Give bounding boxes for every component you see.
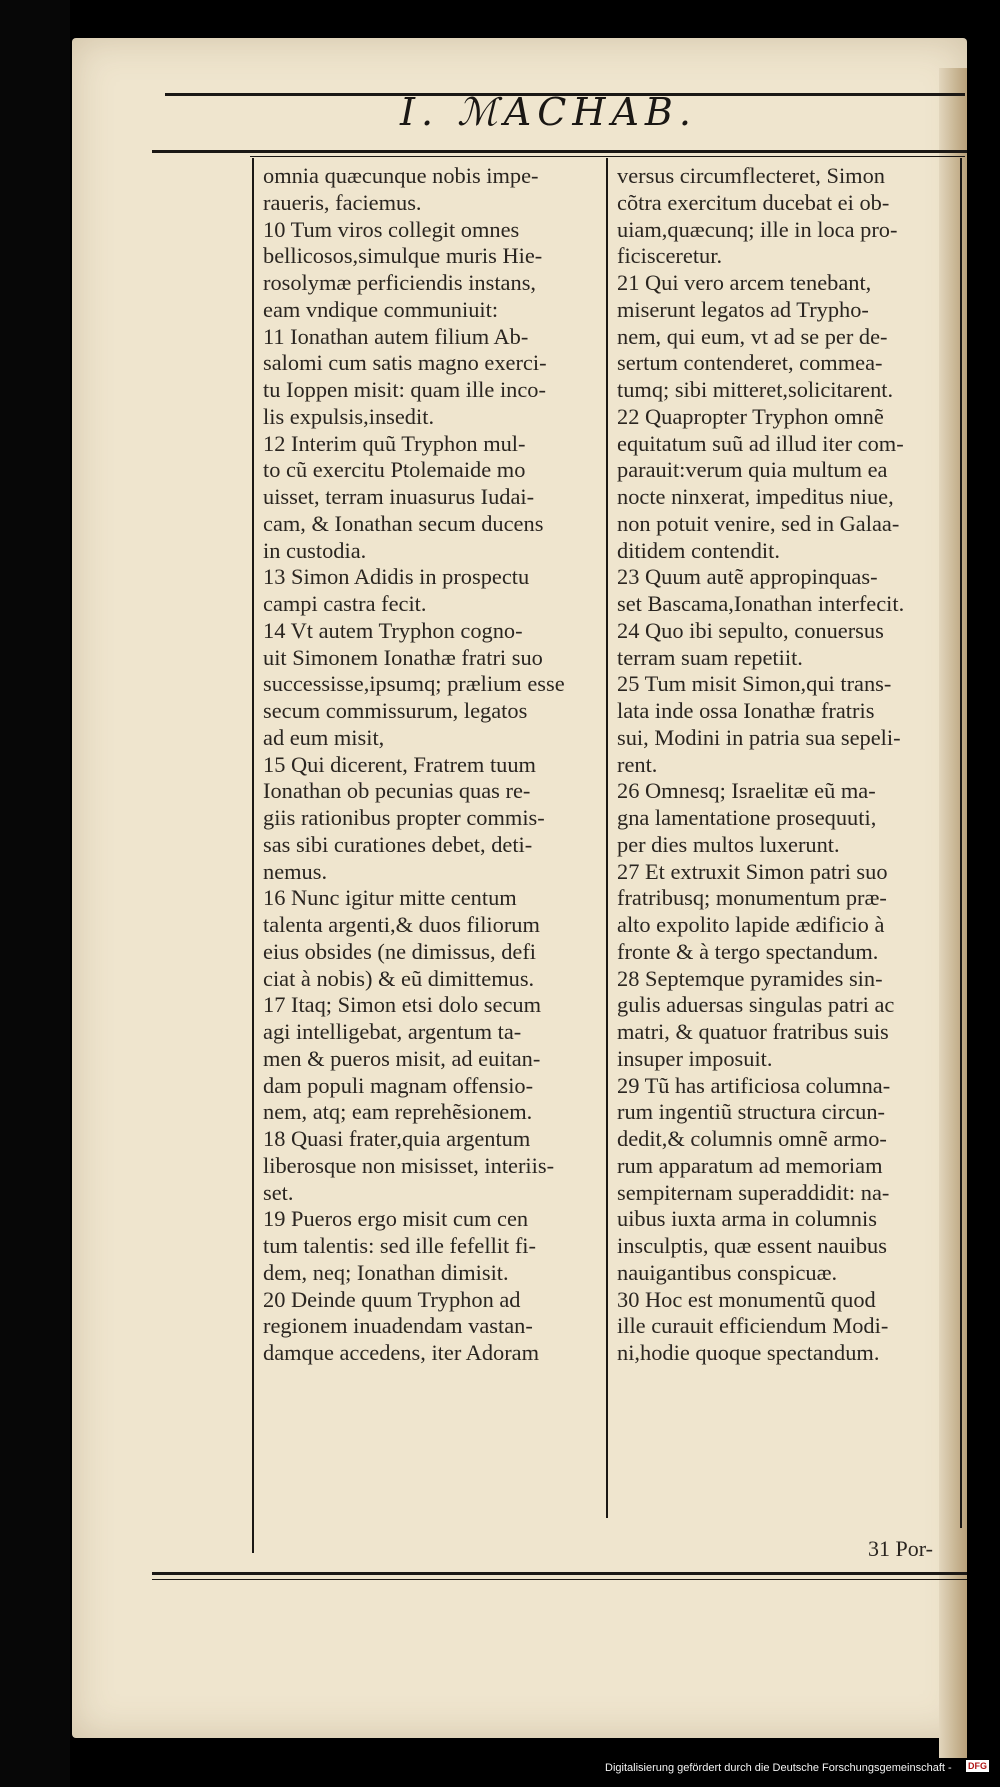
- text-line: to cũ exercitu Ptolemaide mo: [263, 457, 526, 483]
- text-line: raueris, faciemus.: [263, 189, 422, 215]
- text-line: 23 Quum autẽ appropinquas-: [617, 564, 878, 590]
- bottom-rule-outer: [152, 1572, 967, 1575]
- text-line: omnia quæcunque nobis impe-: [263, 163, 539, 188]
- digitization-credit: Digitalisierung gefördert durch die Deutsche Forschungsgemeinschaft -: [605, 1762, 952, 1774]
- text-line: matri, & quatuor fratribus suis: [617, 1019, 889, 1044]
- text-line: in custodia.: [263, 537, 367, 563]
- text-line: eius obsides (ne dimissus, defi: [263, 938, 537, 964]
- text-line: uibus iuxta arma in columnis: [617, 1206, 877, 1232]
- text-line: lis expulsis,insedit.: [263, 403, 435, 429]
- text-line: regionem inuadendam vastan-: [263, 1313, 533, 1339]
- text-line: Ionathan ob pecunias quas re-: [263, 778, 531, 804]
- text-line: gulis aduersas singulas patri ac: [617, 992, 895, 1018]
- text-line: 17 Itaq; Simon etsi dolo secum: [263, 992, 541, 1018]
- text-line: 22 Quapropter Tryphon omnẽ: [617, 403, 884, 429]
- text-line: rent.: [617, 751, 658, 777]
- text-line: 29 Tũ has artificiosa columna-: [617, 1072, 891, 1098]
- text-line: 24 Quo ibi sepulto, conuersus: [617, 617, 884, 643]
- text-line: 21 Qui vero arcem tenebant,: [617, 270, 872, 295]
- text-line: uisset, terram inuasurus Iudai-: [263, 484, 535, 509]
- text-line: cõtra exercitum ducebat ei ob-: [617, 189, 890, 215]
- right-frame-rule: [960, 158, 962, 1528]
- text-line: nauigantibus conspicuæ.: [617, 1259, 838, 1285]
- text-line: set Bascama,Ionathan interfecit.: [617, 591, 905, 616]
- catchword: 31 Por-: [868, 1536, 933, 1561]
- text-line: alto expolito lapide ædificio à: [617, 912, 885, 937]
- text-line: 14 Vt autem Tryphon cogno-: [263, 617, 523, 643]
- text-line: nem, qui eum, vt ad se per de-: [617, 323, 888, 349]
- text-line: 10 Tum viros collegit omnes: [263, 216, 520, 242]
- text-line: uiam,quæcunq; ille in loca pro-: [617, 216, 898, 242]
- header-rule-inner: [250, 156, 965, 157]
- text-line: 26 Omnesq; Israelitæ eũ ma-: [617, 778, 876, 804]
- text-line: cam, & Ionathan secum ducens: [263, 510, 544, 536]
- text-line: set.: [263, 1179, 294, 1205]
- text-line: ciat à nobis) & eũ dimittemus.: [263, 965, 535, 991]
- text-line: ficisceretur.: [617, 243, 723, 269]
- text-line: non potuit venire, sed in Galaa-: [617, 510, 900, 536]
- text-line: agi intelligebat, argentum ta-: [263, 1019, 522, 1044]
- text-line: dedit,& columnis omnẽ armo-: [617, 1126, 887, 1151]
- text-line: fronte & à tergo spectandum.: [617, 938, 879, 964]
- text-line: nocte ninxerat, impeditus niue,: [617, 484, 894, 509]
- text-line: damque accedens, iter Adoram: [263, 1340, 540, 1365]
- text-line: 30 Hoc est monumentũ quod: [617, 1286, 876, 1312]
- text-line: successisse,ipsumq; prælium esse: [263, 671, 565, 697]
- text-line: campi castra fecit.: [263, 591, 427, 616]
- text-line: liberosque non misisset, interiis-: [263, 1152, 555, 1178]
- text-line: dam populi magnam offensio-: [263, 1072, 534, 1098]
- text-line: fratribusq; monumentum præ-: [617, 885, 887, 911]
- text-line: per dies multos luxerunt.: [617, 831, 840, 857]
- text-line: tum talentis: sed ille fefellit fi-: [263, 1233, 536, 1258]
- text-line: nemus.: [263, 858, 328, 884]
- text-line: equitatum suũ ad illud iter com-: [617, 430, 904, 456]
- text-line: tumq; sibi mitteret,solicitarent.: [617, 377, 894, 402]
- text-line: rosolymæ perficiendis instans,: [263, 270, 537, 295]
- text-line: dem, neq; Ionathan dimisit.: [263, 1259, 509, 1285]
- text-line: tu Ioppen misit: quam ille inco-: [263, 377, 546, 402]
- text-line: 18 Quasi frater,quia argentum: [263, 1126, 531, 1151]
- text-line: ille curauit efficiendum Modi-: [617, 1313, 889, 1339]
- text-line: 16 Nunc igitur mitte centum: [263, 885, 517, 911]
- bottom-rule-inner: [152, 1579, 967, 1580]
- text-line: ad eum misit,: [263, 724, 385, 750]
- text-line: 20 Deinde quum Tryphon ad: [263, 1286, 521, 1312]
- text-line: insculptis, quæ essent nauibus: [617, 1233, 887, 1258]
- text-line: secum commissurum, legatos: [263, 698, 528, 723]
- text-line: eam vndique communiuit:: [263, 296, 499, 322]
- dfg-logo: DFG: [968, 1761, 987, 1771]
- text-line: gna lamentatione prosequuti,: [617, 805, 877, 830]
- text-line: 15 Qui dicerent, Fratrem tuum: [263, 751, 536, 777]
- text-line: terram suam repetiit.: [617, 644, 803, 670]
- scan-background: [0, 0, 70, 1787]
- text-line: 27 Et extruxit Simon patri suo: [617, 858, 888, 884]
- text-line: miserunt legatos ad Trypho-: [617, 296, 869, 322]
- text-line: ni,hodie quoque spectandum.: [617, 1340, 880, 1365]
- left-frame-rule: [252, 158, 254, 1553]
- column-divider: [606, 158, 608, 1518]
- text-line: sui, Modini in patria sua sepeli-: [617, 724, 901, 750]
- text-line: nem, atq; eam reprehẽsionem.: [263, 1099, 533, 1125]
- text-line: parauit:verum quia multum ea: [617, 457, 888, 483]
- text-line: uit Simonem Ionathæ fratri suo: [263, 644, 543, 670]
- text-line: lata inde ossa Ionathæ fratris: [617, 698, 875, 723]
- text-line: rum apparatum ad memoriam: [617, 1152, 883, 1178]
- left-column: [263, 163, 603, 1367]
- running-head: I. ℳACHAB.: [400, 90, 697, 134]
- text-line: sas sibi curationes debet, deti-: [263, 831, 533, 857]
- text-line: 25 Tum misit Simon,qui trans-: [617, 671, 892, 697]
- text-line: rum ingentiũ structura circun-: [617, 1099, 885, 1125]
- right-column: [617, 163, 957, 1367]
- text-line: 19 Pueros ergo misit cum cen: [263, 1206, 529, 1232]
- text-line: 28 Septemque pyramides sin-: [617, 965, 883, 991]
- text-line: 11 Ionathan autem filium Ab-: [263, 323, 529, 349]
- text-line: giis rationibus propter commis-: [263, 805, 545, 830]
- text-line: sempiternam superaddidit: na-: [617, 1179, 890, 1205]
- text-line: versus circumflecteret, Simon: [617, 163, 885, 188]
- text-line: salomi cum satis magno exerci-: [263, 350, 547, 376]
- header-rule-outer: [152, 150, 967, 153]
- text-line: 12 Interim quũ Tryphon mul-: [263, 430, 526, 456]
- text-line: bellicosos,simulque muris Hie-: [263, 243, 543, 269]
- text-line: 13 Simon Adidis in prospectu: [263, 564, 530, 590]
- text-line: ditidem contendit.: [617, 537, 780, 563]
- text-line: men & pueros misit, ad euitan-: [263, 1045, 541, 1071]
- text-line: insuper imposuit.: [617, 1045, 773, 1071]
- text-line: talenta argenti,& duos filiorum: [263, 912, 540, 937]
- text-line: sertum contenderet, commea-: [617, 350, 883, 376]
